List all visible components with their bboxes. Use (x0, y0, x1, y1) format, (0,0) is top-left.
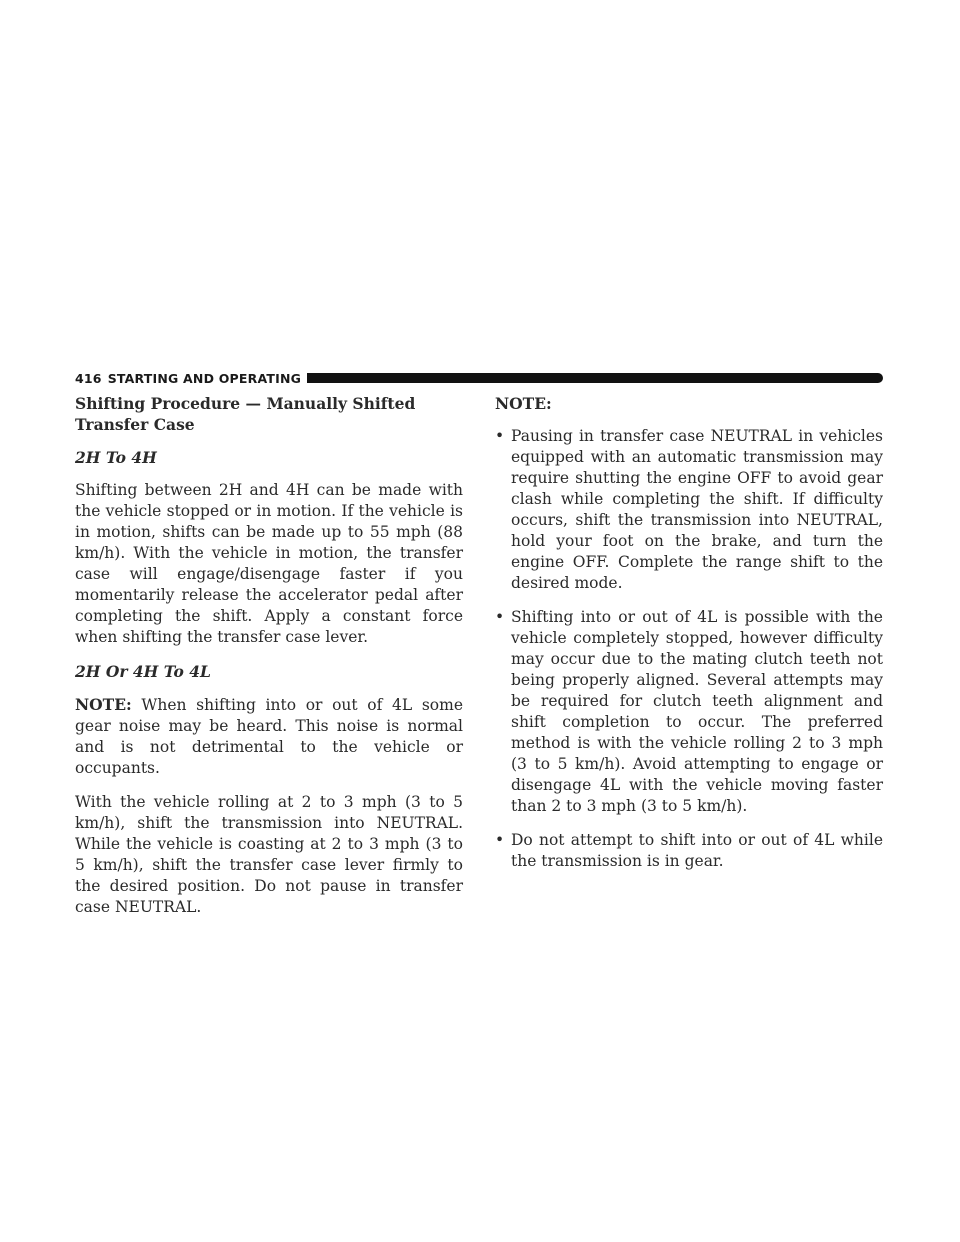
left-column (75, 393, 463, 931)
note-label: NOTE: (75, 695, 132, 714)
header-rule (307, 373, 883, 383)
note-heading: NOTE: (495, 394, 552, 413)
page-header (75, 371, 883, 385)
subheading-2h-to-4h: 2H To 4H (75, 448, 157, 467)
right-column (495, 393, 883, 885)
procedure-heading: Shifting Procedure — Manually Shifted Transfer Case (75, 394, 416, 434)
list-item-text: Do not attempt to shift into or out of 4L while the transmission is in gear. (511, 831, 883, 870)
note-list (495, 426, 883, 872)
page-number: 416 (75, 370, 102, 386)
subheading-to-4l: 2H Or 4H To 4L (75, 662, 211, 681)
bullet-icon: • (495, 427, 505, 445)
list-item (495, 426, 883, 594)
list-item-text: Pausing in transfer case NEUTRAL in vehicles equipped with an automatic transmission may require shutting the engine OFF to avoid gear clash while completing the shift. If difficulty occurs, shift the transmission into NEUTRAL, hold your foot on the brake, and turn the engine OFF. Complete the range shift to the desired mode. (511, 427, 883, 592)
bullet-icon: • (495, 608, 505, 626)
bullet-icon: • (495, 831, 505, 849)
section-title: STARTING AND OPERATING (107, 370, 302, 386)
paragraph-to-4l: With the vehicle rolling at 2 to 3 mph (3 to 5 km/h), shift the transmission into NEUTRAL. While the vehicle is coasting at 2 to 3 mph (3 to 5 km/h), shift the transfer case lever firmly to the desired position. Do not pause in transfer case NEUTRAL. (75, 793, 463, 916)
list-item-text: Shifting into or out of 4L is possible with the vehicle completely stopped, however difficulty may occur due to the mating clutch teeth not being properly aligned. Several attempts may be required for clutch teeth alignment and shift completion to occur. The preferred method is with the vehicle rolling 2 to 3 mph (3 to 5 km/h). Avoid attempting to engage or disengage 4L with the vehicle moving faster than 2 to 3 mph (3 to 5 km/h). (511, 608, 883, 815)
list-item (495, 830, 883, 872)
list-item (495, 607, 883, 817)
note-paragraph (75, 694, 463, 779)
note-text: When shifting into or out of 4L some gear noise may be heard. This noise is normal and is not detrimental to the vehicle or occupants. (75, 696, 463, 777)
paragraph-2h-to-4h: Shifting between 2H and 4H can be made with the vehicle stopped or in motion. If the vehicle is in motion, shifts can be made up to 55 mph (88 km/h). With the vehicle in motion, the transfer case will engage/disengage faster if you momentarily release the accelerator pedal after completing the shift. Apply a constant force when shifting the transfer case lever. (75, 481, 463, 646)
